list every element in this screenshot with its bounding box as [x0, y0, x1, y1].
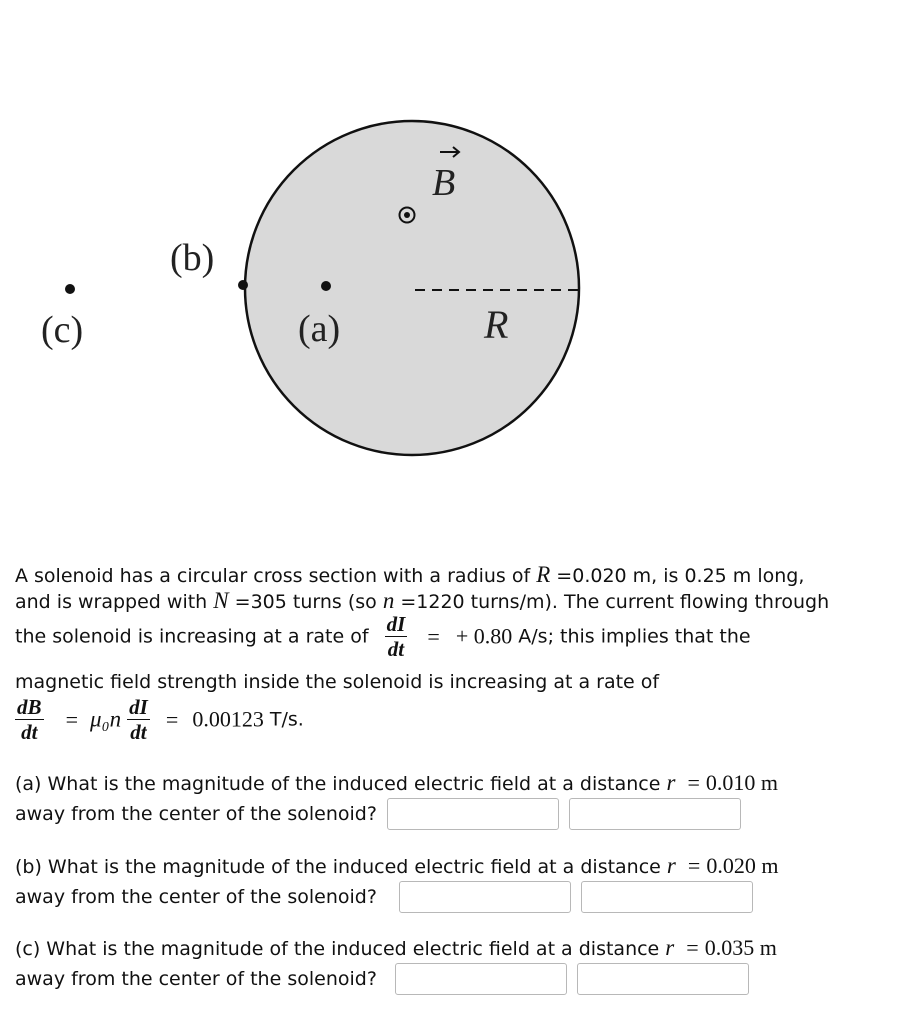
label-c: (c): [41, 309, 84, 351]
dI-dt-fraction-2: $\frac{dI}{dt}$: [129, 695, 148, 744]
question-b: (b) What is the magnitude of the induced electric field at a distance r = 0.020 m: [15, 853, 779, 878]
answer-a-value-input[interactable]: [387, 798, 559, 830]
intro-line-5: $\frac{dB}{dt}$ = μ₀n $\frac{dI}{dt}$ = 0.00123 T/s.: [17, 695, 304, 744]
question-a-line2: away from the center of the solenoid?: [15, 798, 741, 830]
intro-line-1: A solenoid has a circular cross section with a radius of R =0.020 m, is 0.25 m long,: [15, 562, 805, 587]
question-b-line2: away from the center of the solenoid?: [15, 881, 753, 913]
dI-dt-fraction: $\frac{dI}{dt}$: [386, 612, 406, 661]
answer-b-value-input[interactable]: [399, 881, 571, 913]
question-c-line2: away from the center of the solenoid?: [15, 963, 749, 995]
point-a-dot: [321, 281, 331, 291]
label-R: R: [484, 302, 509, 347]
answer-b-units-input[interactable]: [581, 881, 753, 913]
label-a: (a): [298, 308, 341, 350]
solenoid-circle: [245, 121, 579, 455]
answer-c-value-input[interactable]: [395, 963, 567, 995]
answer-c-units-input[interactable]: [577, 963, 749, 995]
point-b-dot: [238, 280, 248, 290]
label-B: B: [432, 162, 456, 204]
point-c-dot: [65, 284, 75, 294]
question-a: (a) What is the magnitude of the induced electric field at a distance r = 0.010 m: [15, 770, 779, 795]
intro-line-3: the solenoid is increasing at a rate of $\frac{dI}{dt}$ = + 0.80 A/s; this implies that the: [15, 612, 751, 661]
label-b: (b): [170, 237, 215, 279]
question-c: (c) What is the magnitude of the induced electric field at a distance r = 0.035 m: [15, 935, 777, 960]
intro-line-2: and is wrapped with N =305 turns (so n =1220 turns/m). The current flowing through: [15, 588, 830, 613]
answer-a-units-input[interactable]: [569, 798, 741, 830]
dB-dt-fraction: $\frac{dB}{dt}$: [17, 695, 42, 744]
intro-line-4: magnetic field strength inside the solenoid is increasing at a rate of: [15, 671, 660, 693]
